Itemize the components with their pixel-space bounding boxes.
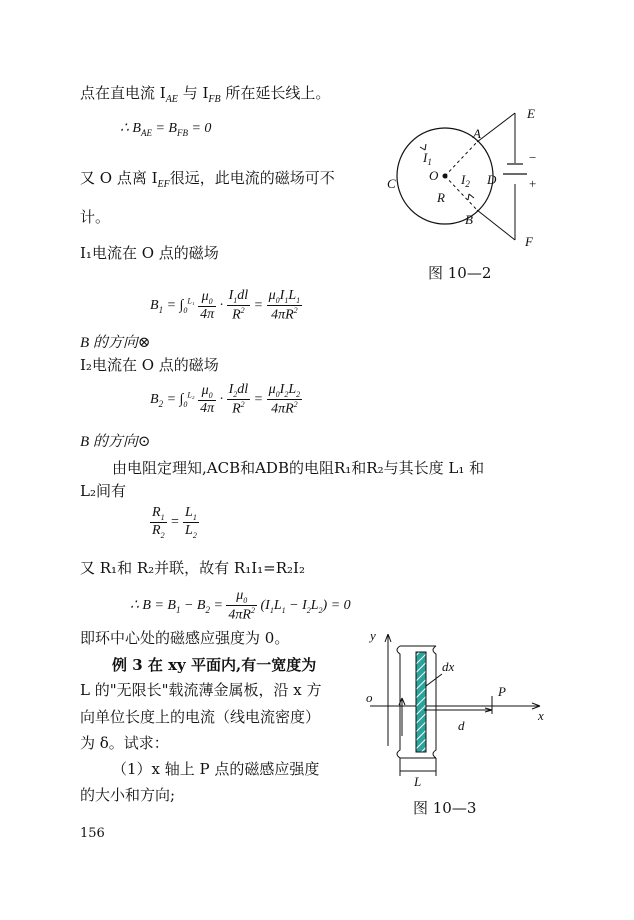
text-line-6: I₂电流在 O 点的磁场	[80, 356, 219, 374]
text-line-14: 向单位长度上的电流（线电流密度）	[80, 708, 321, 726]
text-line-1: 点在直电流 $I_{AE}$ 与 $I_{FB}$ 所在延长线上。	[80, 84, 331, 105]
label-d: D	[487, 172, 497, 187]
text-line-9: L₂间有	[80, 482, 126, 500]
label-minus: −	[529, 150, 537, 165]
text-line-5: B 的方向⊗	[80, 335, 151, 351]
example-label: 例 3 在 xy 平面内,有一宽度为	[112, 656, 317, 674]
radius-line-a	[445, 142, 477, 176]
label-e: E	[527, 106, 535, 121]
text-line-11: 即环中心处的磁感应强度为 0。	[80, 629, 290, 647]
label-c: C	[387, 176, 396, 191]
text-line-12	[112, 655, 316, 675]
arrow-i2	[468, 194, 474, 200]
label-d: d	[458, 718, 465, 733]
page-number: 156	[80, 826, 105, 841]
figure-10-3	[360, 626, 560, 796]
plate-right-edge	[433, 646, 436, 758]
wire-ae	[477, 113, 515, 142]
label-f: F	[525, 234, 533, 249]
label-b: B	[465, 212, 473, 227]
figure-10-3-caption: 图 10—3	[413, 799, 477, 817]
figure-10-2-caption: 图 10—2	[428, 264, 492, 282]
equation-1: ∴ $B_{AE} = B_{FB} = 0$	[120, 121, 212, 138]
label-a: A	[473, 126, 481, 141]
label-plus: +	[529, 176, 537, 191]
label-r: R	[437, 190, 445, 205]
equation-3: $B_2 = \int_0^{L_2}$ $\frac{\mu_0}{4\pi}$ · $\frac{I_2dl}{R^2}$ = $\frac{\mu_0I_2L_2}{4\pi R^2}$	[150, 382, 301, 417]
text-line-13: L 的"无限长"载流薄金属板，沿 x 方	[80, 681, 322, 699]
equation-4: $\frac{R_1}{R_2}$ = $\frac{L_1}{L_2}$	[152, 505, 197, 540]
label-l: L	[414, 774, 422, 789]
text-line-16: （1）x 轴上 P 点的磁感应强度	[112, 760, 320, 778]
text-line-17: 的大小和方向;	[80, 786, 176, 804]
label-i1: $I_1$	[423, 150, 432, 167]
label-dx: dx	[442, 659, 455, 674]
text-line-15: 为 δ。试求：	[80, 734, 169, 752]
label-p: P	[498, 684, 506, 699]
label-o: o	[366, 690, 373, 705]
text-line-4: I₁电流在 O 点的磁场	[80, 244, 219, 262]
text-line-10: 又 R₁和 R₂并联，故有 R₁I₁=R₂I₂	[80, 559, 305, 577]
dx-leader	[426, 674, 442, 686]
text-line-3: 计。	[80, 208, 111, 226]
text-line-8: 由电阻定理知,ACB和ADB的电阻R₁和R₂与其长度 L₁ 和	[112, 459, 485, 477]
plate-left-edge	[397, 646, 400, 758]
equation-5: ∴ $B = B_1 - B_2$ = $\frac{\mu_0}{4\pi R^2}$ $(I_1L_1 - I_2L_2) = 0$	[130, 588, 351, 623]
label-y: y	[370, 628, 376, 643]
equation-2: $B_1 = \int_0^{L_1}$ $\frac{\mu_0}{4\pi}$ · $\frac{I_1dl}{R^2}$ = $\frac{\mu_0I_1L_1}{4\pi R^2}$	[150, 288, 301, 323]
text-line-2: 又 O 点离 $I_{EF}$很远，此电流的磁场可不	[80, 169, 335, 190]
text-line-7: B 的方向⊙	[80, 434, 151, 450]
label-x: x	[538, 708, 544, 723]
label-i2: $I_2$	[461, 172, 470, 189]
label-o: O	[429, 168, 439, 183]
wire-bf	[477, 210, 515, 240]
strip-dx	[416, 652, 426, 752]
figure-10-2	[385, 98, 565, 258]
